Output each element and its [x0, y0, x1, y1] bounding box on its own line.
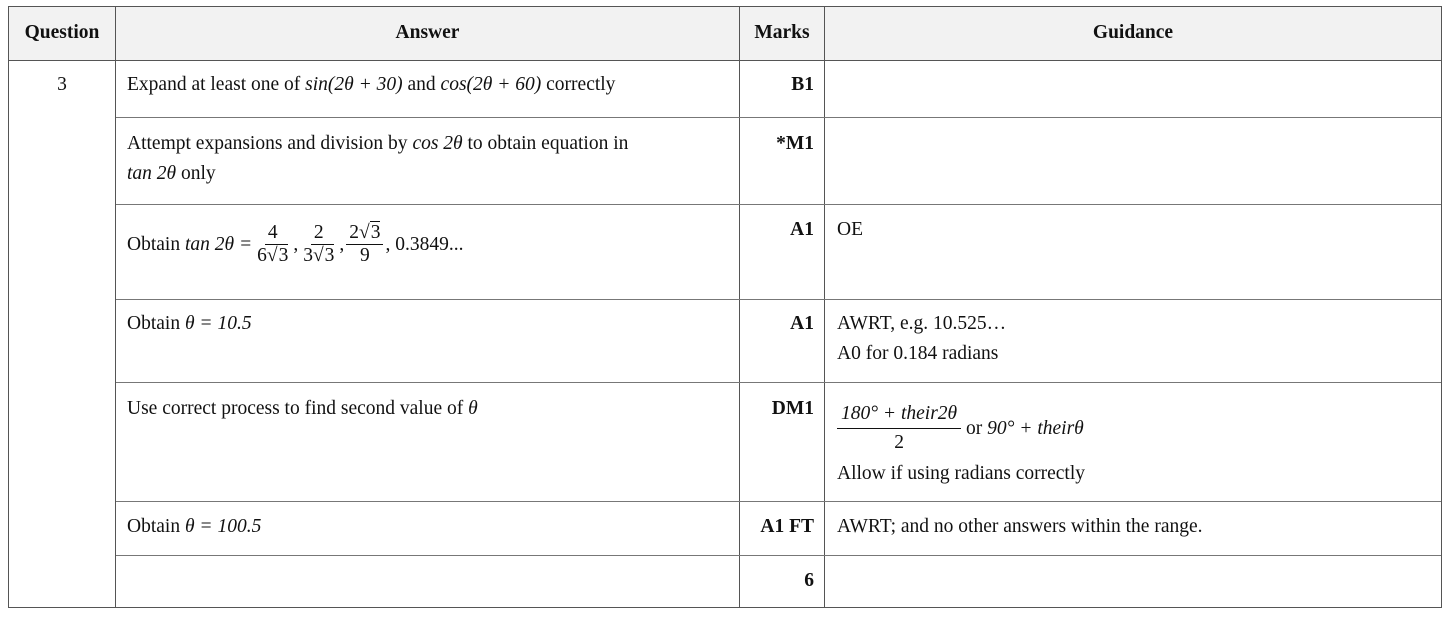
answer-text: Expand at least one of — [127, 74, 301, 95]
row-divider — [116, 501, 1441, 502]
header-marks: Marks — [754, 22, 810, 43]
coefficient: 3 — [303, 245, 313, 266]
column-divider — [824, 7, 825, 607]
answer-text: Attempt expansions and division by — [127, 133, 408, 154]
math-expression: tan 2θ = — [184, 233, 253, 255]
fraction — [346, 222, 383, 267]
radicand: 3 — [324, 245, 335, 266]
guidance-row-6: AWRT; and no other answers within the range. — [837, 516, 1203, 537]
fraction — [300, 222, 337, 267]
guidance-row-3: OE — [837, 219, 863, 240]
answer-text: Use correct process to find second value of — [127, 398, 464, 419]
fraction-numerator: 4 — [265, 222, 281, 245]
guidance-row-4 — [837, 309, 1427, 369]
column-divider — [115, 7, 116, 607]
fraction-denominator: 6√3 — [257, 245, 289, 266]
guidance-text: or — [966, 417, 983, 439]
mark-row-2: *M1 — [776, 133, 814, 154]
mark-scheme-table — [8, 6, 1442, 608]
math-expression: cos 2θ — [412, 133, 463, 154]
answer-text: correctly — [546, 74, 616, 95]
header-guidance: Guidance — [1092, 22, 1174, 43]
math-expression: cos(2θ + 60) — [440, 74, 542, 95]
answer-row-4 — [127, 309, 727, 339]
fraction — [837, 400, 961, 457]
coefficient: 6 — [257, 245, 267, 266]
row-divider — [116, 382, 1441, 383]
row-divider — [116, 555, 1441, 556]
guidance-row-5 — [837, 400, 1427, 489]
guidance-text: A0 for 0.184 radians — [837, 343, 999, 364]
fraction-denominator: 2 — [894, 432, 904, 453]
coefficient: 2 — [349, 222, 360, 243]
math-expression: tan 2θ — [127, 163, 177, 184]
answer-text: Obtain — [127, 516, 181, 537]
guidance-text: Allow if using radians correctly — [837, 463, 1086, 484]
fraction — [254, 222, 291, 267]
header-question: Question — [24, 22, 100, 43]
fraction-numerator: 2 — [311, 222, 327, 245]
math-expression: 90° + theirθ — [987, 417, 1084, 439]
header-answer: Answer — [395, 22, 460, 43]
radicand: 3 — [370, 222, 381, 243]
mark-row-5: DM1 — [771, 398, 814, 419]
answer-row-1 — [127, 70, 727, 100]
row-divider — [116, 299, 1441, 300]
answer-text: to obtain equation in — [467, 133, 629, 154]
math-expression: sin(2θ + 30) — [305, 74, 403, 95]
row-divider — [116, 117, 1441, 118]
radicand: 3 — [278, 245, 289, 266]
answer-row-2 — [127, 129, 727, 189]
row-divider — [116, 204, 1441, 205]
math-expression: θ — [468, 398, 478, 419]
mark-row-1: B1 — [791, 74, 814, 95]
mark-row-3: A1 — [790, 219, 814, 240]
guidance-text: AWRT, e.g. 10.525… — [837, 313, 1007, 334]
answer-row-3: Obtain tan 2θ = $\frac{4}{6√3}$ , $\frac{2}{3√3}$ , $\frac{2√3}{9}$ , 0.3849... — [127, 222, 464, 266]
fraction-denominator: 9 — [359, 245, 370, 266]
answer-text: only — [181, 163, 216, 184]
decimal-value: 0.3849... — [395, 233, 464, 255]
answer-row-5 — [127, 394, 727, 424]
fraction-numerator: 180° + their2θ — [837, 400, 961, 429]
answer-text: and — [407, 74, 436, 95]
answer-text: Obtain — [127, 313, 181, 334]
question-number: 3 — [57, 74, 67, 95]
mark-row-4: A1 — [790, 313, 814, 334]
mark-row-6: A1 FT — [760, 516, 814, 537]
total-mark: 6 — [804, 570, 814, 591]
answer-text: Obtain — [127, 233, 181, 255]
math-expression: θ = 100.5 — [184, 516, 262, 537]
fraction-numerator: 2√3 — [346, 222, 383, 245]
math-expression: θ = 10.5 — [184, 313, 252, 334]
fraction-denominator: 3√3 — [303, 245, 335, 266]
answer-row-6 — [127, 512, 727, 542]
